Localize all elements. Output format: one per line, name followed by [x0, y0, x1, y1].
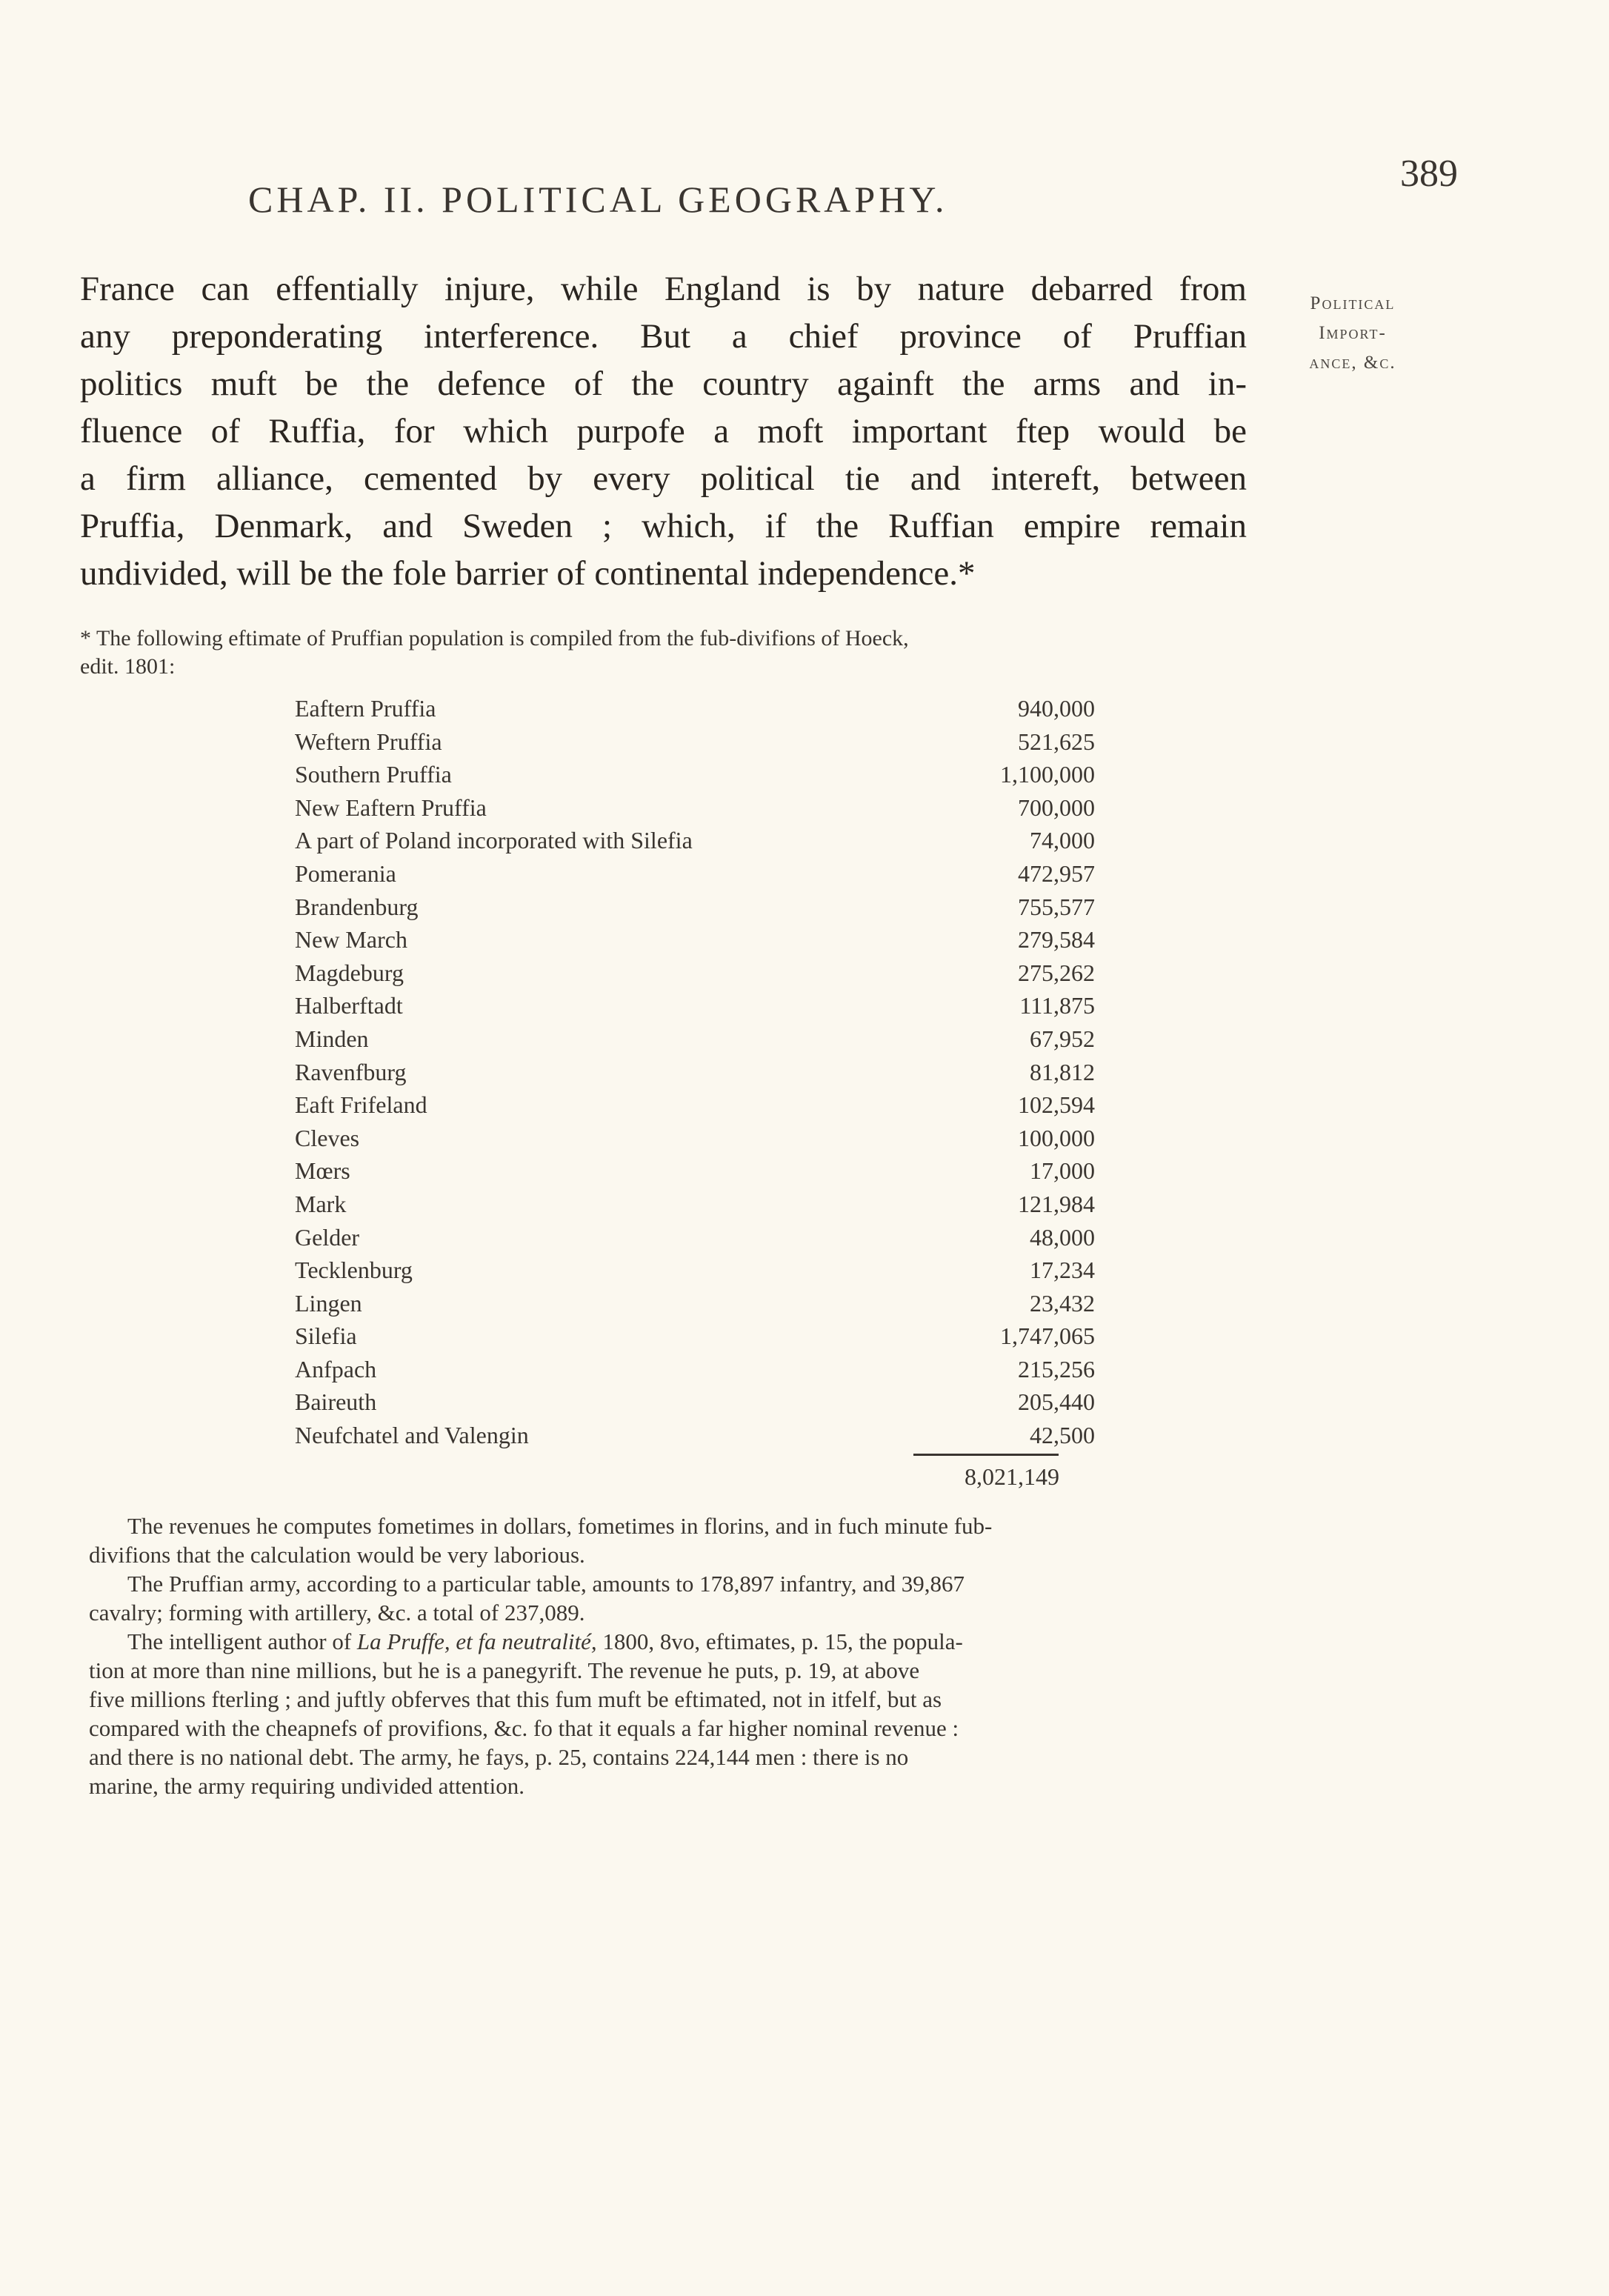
population-value: 17,234: [1030, 1257, 1095, 1284]
table-row: [295, 1125, 1095, 1158]
region-name: Halberftadt: [295, 992, 403, 1019]
table-row: [295, 1191, 1095, 1224]
region-name: Mœrs: [295, 1157, 350, 1185]
region-name: Eaftern Pruffia: [295, 695, 436, 722]
population-value: 23,432: [1030, 1289, 1095, 1317]
region-name: Minden: [295, 1025, 369, 1052]
table-row: [295, 1388, 1095, 1422]
main-text-line: France can effentially injure, while England is by nature debarred from: [80, 270, 1247, 308]
region-name: Cleves: [295, 1124, 360, 1151]
population-value: 279,584: [1018, 926, 1095, 954]
total-rule: [913, 1454, 1059, 1456]
running-head: CHAP. II. POLITICAL GEOGRAPHY.: [248, 179, 948, 220]
table-row: [295, 1290, 1095, 1323]
region-name: Pomerania: [295, 859, 396, 887]
main-text-line: any preponderating interference. But a chief province of Pruffian: [80, 317, 1247, 356]
main-text-line: a firm alliance, cemented by every political tie and intereft, between: [80, 459, 1247, 498]
region-name: Gelder: [295, 1223, 360, 1251]
note-line: marine, the army requiring undivided attention.: [89, 1773, 524, 1799]
table-row: [295, 1059, 1095, 1092]
table-row: [295, 992, 1095, 1025]
region-name: New Eaftern Pruffia: [295, 793, 487, 821]
footnote-intro: [80, 625, 1247, 681]
population-value: 521,625: [1018, 728, 1095, 755]
table-row: [295, 728, 1095, 762]
table-row: [295, 1025, 1095, 1059]
note-line: The revenues he computes fometimes in dollars, fometimes in florins, and in fuch minute fub-: [127, 1513, 993, 1539]
region-name: Mark: [295, 1190, 347, 1217]
table-row: [295, 1091, 1095, 1125]
main-text-line: fluence of Ruffia, for which purpofe a moft important ftep would be: [80, 412, 1247, 450]
footnote-line: * The following eftimate of Pruffian population is compiled from the fub-divifions of Hoeck,: [80, 626, 909, 650]
table-row: [295, 1322, 1095, 1356]
population-value: 81,812: [1030, 1058, 1095, 1085]
population-total: 8,021,149: [965, 1463, 1059, 1490]
population-value: 42,500: [1030, 1422, 1095, 1449]
table-row: [295, 1356, 1095, 1389]
main-text-line: undivided, will be the fole barrier of continental independence.*: [80, 554, 976, 593]
region-name: Ravenfburg: [295, 1058, 407, 1085]
population-value: 275,262: [1018, 959, 1095, 986]
population-value: 48,000: [1030, 1223, 1095, 1251]
note-line: five millions fterling ; and juftly obferves that this fum muft be eftimated, not in itfelf, but as: [89, 1686, 942, 1712]
region-name: Lingen: [295, 1289, 362, 1317]
region-name: Neufchatel and Valengin: [295, 1422, 529, 1449]
note-text: 1800, 8vo, eftimates, p. 15, the popula-: [596, 1628, 963, 1654]
page-number: 389: [1400, 153, 1458, 195]
main-text-line: Pruffia, Denmark, and Sweden ; which, if the Ruffian empire remain: [80, 507, 1247, 545]
note-line: [89, 1627, 1245, 1656]
table-row: [295, 794, 1095, 828]
table-row: [295, 1157, 1095, 1191]
population-value: 215,256: [1018, 1355, 1095, 1382]
margin-note-line: Import-: [1319, 323, 1387, 343]
population-value: 205,440: [1018, 1388, 1095, 1416]
table-row: [295, 860, 1095, 894]
region-name: Baireuth: [295, 1388, 377, 1416]
region-name: Magdeburg: [295, 959, 404, 986]
population-value: 67,952: [1030, 1025, 1095, 1052]
region-name: Silefia: [295, 1322, 357, 1350]
region-name: Tecklenburg: [295, 1257, 413, 1284]
population-table: [295, 695, 1095, 1455]
note-line: The Pruffian army, according to a particular table, amounts to 178,897 infantry, and 39,867: [127, 1571, 965, 1597]
note-line: and there is no national debt. The army, he fays, p. 25, contains 224,144 men : there is no: [89, 1744, 909, 1770]
population-value: 1,100,000: [1000, 761, 1095, 788]
note-line: compared with the cheapnefs of provifions, &c. fo that it equals a far higher nominal revenue :: [89, 1715, 959, 1741]
table-row: [295, 1257, 1095, 1290]
population-value: 102,594: [1018, 1091, 1095, 1119]
population-value: 755,577: [1018, 893, 1095, 920]
population-value: 1,747,065: [1000, 1322, 1095, 1350]
main-text-line: politics muft be the defence of the country againft the arms and in-: [80, 365, 1247, 403]
population-value: 940,000: [1018, 695, 1095, 722]
population-value: 700,000: [1018, 793, 1095, 821]
population-value: 17,000: [1030, 1157, 1095, 1185]
population-value: 121,984: [1018, 1190, 1095, 1217]
population-value: 100,000: [1018, 1124, 1095, 1151]
table-row: [295, 1422, 1095, 1455]
region-name: A part of Poland incorporated with Silefia: [295, 827, 693, 854]
table-row: [295, 926, 1095, 959]
note-line: divifions that the calculation would be very laborious.: [89, 1542, 585, 1568]
population-value: 472,957: [1018, 859, 1095, 887]
table-row: [295, 827, 1095, 860]
footnote-line: edit. 1801:: [80, 654, 176, 679]
region-name: Weftern Pruffia: [295, 728, 442, 755]
work-title: La Pruffe, et fa neutralité,: [356, 1628, 597, 1654]
note-text: The intelligent author of: [127, 1628, 357, 1654]
population-value: 111,875: [1019, 992, 1095, 1019]
main-paragraph: [80, 265, 1247, 597]
region-name: Southern Pruffia: [295, 761, 452, 788]
margin-note: [1264, 289, 1442, 378]
table-row: [295, 959, 1095, 993]
table-row: [295, 761, 1095, 794]
footnote-notes: [89, 1511, 1245, 1800]
note-line: cavalry; forming with artillery, &c. a total of 237,089.: [89, 1600, 585, 1625]
region-name: New March: [295, 926, 407, 954]
table-row: [295, 695, 1095, 728]
table-row: [295, 894, 1095, 927]
margin-note-line: Political: [1310, 293, 1396, 313]
table-row: [295, 1224, 1095, 1257]
margin-note-line: ance, &c.: [1309, 353, 1396, 373]
region-name: Eaft Frifeland: [295, 1091, 427, 1119]
note-line: tion at more than nine millions, but he is a panegyrift. The revenue he puts, p. 19, at above: [89, 1657, 920, 1683]
region-name: Brandenburg: [295, 893, 419, 920]
population-value: 74,000: [1030, 827, 1095, 854]
region-name: Anfpach: [295, 1355, 377, 1382]
